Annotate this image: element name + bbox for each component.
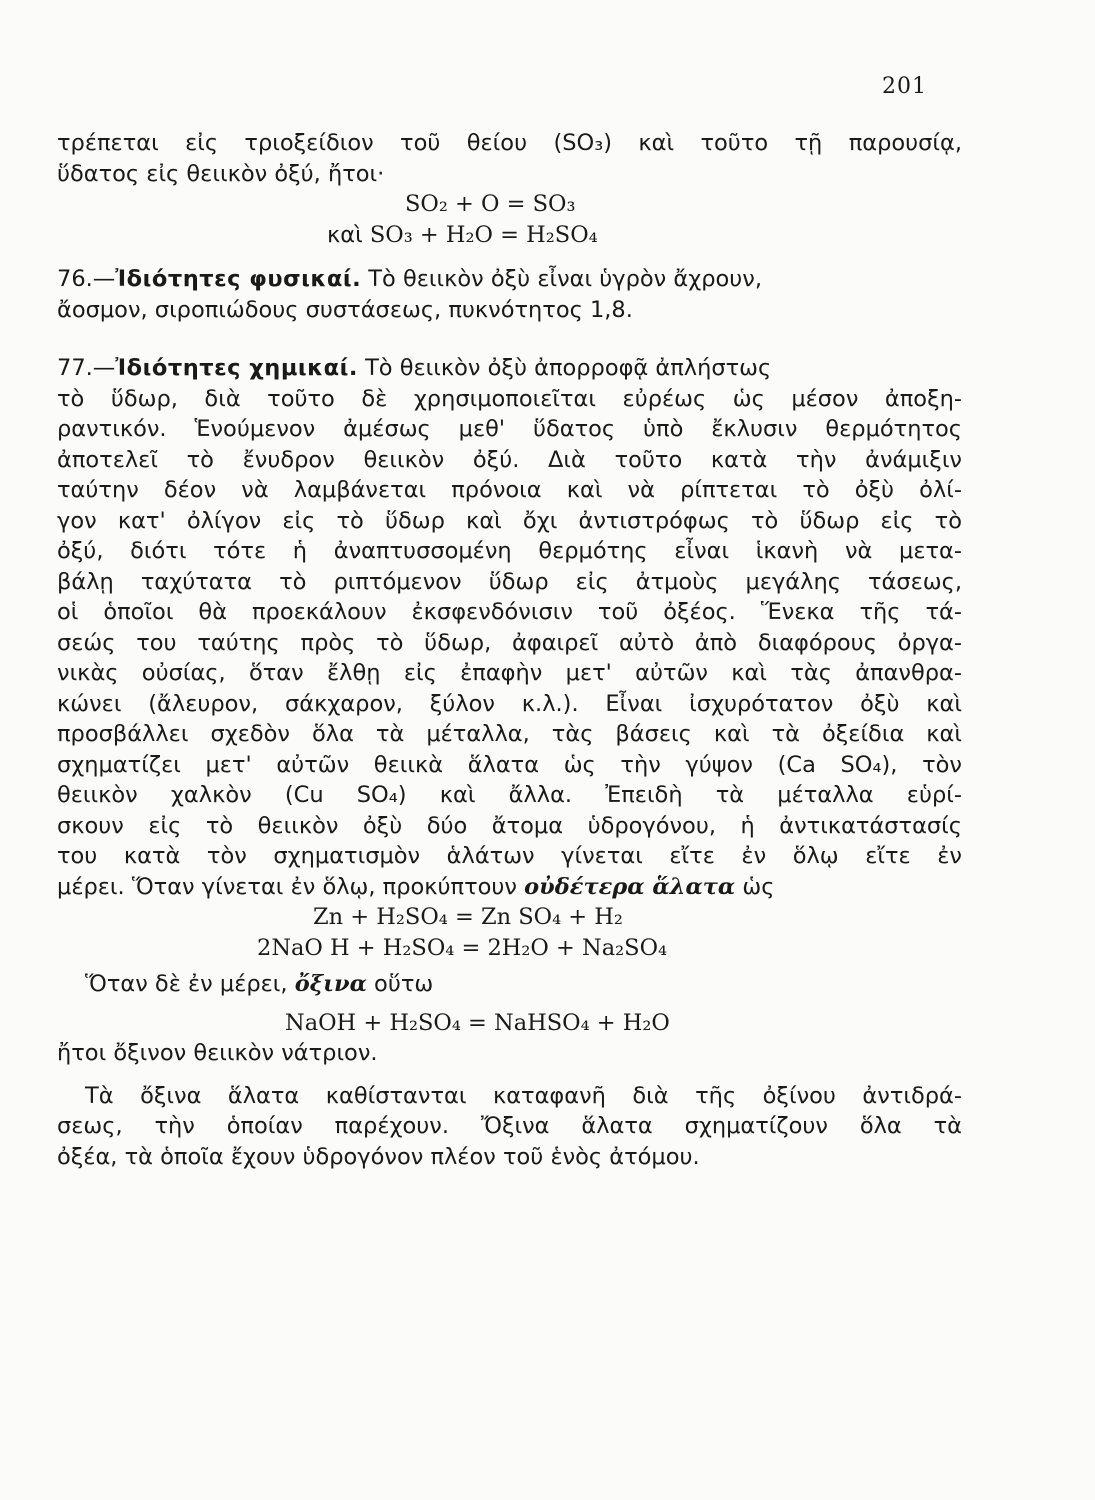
section-heading: Ἰδιότητες χημικαί.: [115, 355, 358, 381]
body-line: ὀξύ, διότι τότε ἡ ἀναπτυσσομένη θερμότης εἶναι ἱκανὴ νὰ μετα-: [57, 538, 962, 564]
acid-salts-line: [57, 969, 962, 1000]
equation-so3-hydration-line: [57, 220, 962, 251]
section-text: Τὸ θειικὸν ὀξὺ ἀπορροφᾷ ἀπλήστως: [365, 355, 772, 381]
body-line: ραντικόν. Ἑνούμενον ἀμέσως μεθ' ὕδατος ὑπὸ ἔκλυσιν θερμότητος: [57, 416, 962, 442]
intro-line-2: ὕδατος εἰς θειικὸν ὀξύ, ἤτοι·: [57, 160, 385, 187]
term-acid: ὄξινα: [294, 971, 367, 997]
body-line: ἀποτελεῖ τὸ ἔνυδρον θειικὸν ὀξύ. Διὰ τοῦτο κατὰ τὴν ἀνάμιξιν: [57, 446, 962, 473]
section-heading: Ἰδιότητες φυσικαί.: [115, 266, 362, 292]
page-content: [57, 128, 962, 1172]
section-76-line-2: ἄοσμον, σιροπιώδους συστάσεως, πυκνότητος 1,8.: [57, 296, 633, 323]
equation-zinc: Zn + H₂SO₄ = Zn SO₄ + H₂: [313, 904, 623, 930]
equation-so2-oxidation: SO₂ + O = SO₃: [405, 191, 576, 217]
equation-sodium-bisulfate: NaOH + H₂SO₄ = NaHSO₄ + H₂O: [285, 1009, 670, 1036]
closing-line: σεως, τὴν ὁποίαν παρέχουν. Ὄξινα ἅλατα σχηματίζουν ὅλα τὰ: [57, 1113, 962, 1139]
neutral-salts-line: [57, 872, 962, 903]
body-line: γον κατ' ὀλίγον εἰς τὸ ὕδωρ καὶ ὄχι ἀντιστρόφως τὸ ὕδωρ εἰς τὸ: [57, 507, 962, 534]
body-line: προσβάλλει σχεδὸν ὅλα τὰ μέταλλα, τὰς βάσεις καὶ τὰ ὀξείδια καὶ: [57, 721, 962, 747]
body-text: οὕτω: [374, 971, 434, 997]
section-76-heading-line: [57, 264, 962, 295]
body-line: βάλῃ ταχύτατα τὸ ριπτόμενον ὕδωρ εἰς ἀτμοὺς μεγάλης τάσεως,: [57, 568, 962, 595]
section-text: Τὸ θειικὸν ὀξὺ εἶναι ὑγρὸν ἄχρουν,: [368, 266, 763, 292]
body-line: νικὰς οὐσίας, ὅταν ἔλθῃ εἰς ἐπαφὴν μετ' αὐτῶν καὶ τὰς ἀπανθρα-: [57, 660, 962, 686]
body-line: ταύτην δέον νὰ λαμβάνεται πρόνοια καὶ νὰ ρίπτεται τὸ ὀξὺ ὀλί-: [57, 477, 962, 503]
section-number: 76.—: [57, 266, 116, 292]
intro-line-1: τρέπεται εἰς τριοξείδιον τοῦ θείου (SO₃) καὶ τοῦτο τῇ παρουσίᾳ,: [57, 130, 962, 156]
body-line: σεώς του ταύτης πρὸς τὸ ὕδωρ, ἀφαιρεῖ αὐτὸ ἀπὸ διαφόρους ὀργα-: [57, 629, 962, 656]
equation-sodium-hydroxide: 2NaO H + H₂SO₄ = 2H₂O + Na₂SO₄: [257, 934, 668, 961]
section-number: 77.—: [57, 355, 116, 381]
body-line: του κατὰ τὸν σχηματισμὸν ἁλάτων γίνεται εἴτε ἐν ὅλῳ εἴτε ἐν: [57, 843, 962, 869]
body-line: κώνει (ἄλευρον, σάκχαρον, ξύλον κ.λ.). Εἶναι ἰσχυρότατον ὀξὺ καὶ: [57, 690, 962, 717]
body-line: σχηματίζει μετ' αὐτῶν θειικὰ ἅλατα ὡς τὴν γύψον (Ca SO₄), τὸν: [57, 751, 962, 778]
acid-result-line: ἤτοι ὄξινον θειικὸν νάτριον.: [57, 1040, 378, 1066]
page-number: 201: [882, 74, 927, 99]
term-neutral-salts: οὐδέτερα ἅλατα: [524, 873, 736, 900]
body-text: μέρει. Ὅταν γίνεται ἐν ὅλῳ, προκύπτουν: [57, 873, 517, 900]
body-text: Ὅταν δὲ ἐν μέρει,: [85, 971, 288, 997]
body-text: ὡς: [742, 873, 775, 900]
closing-line: Τὰ ὄξινα ἅλατα καθίστανται καταφανῆ διὰ τῆς ὀξίνου ἀντιδρά-: [85, 1082, 962, 1109]
equation-so3-hydration: SO₃ + H₂O = H₂SO₄: [369, 221, 598, 248]
section-77-heading-line: [57, 353, 962, 384]
body-line: σκουν εἰς τὸ θειικὸν ὀξὺ δύο ἄτομα ὑδρογόνου, ἡ ἀντικατάστασίς: [57, 812, 962, 839]
closing-line: ὀξέα, τὰ ὁποῖα ἔχουν ὑδρογόνον πλέον τοῦ ἑνὸς ἀτόμου.: [57, 1143, 700, 1170]
equation-prefix: καὶ: [327, 221, 363, 248]
body-line: τὸ ὕδωρ, διὰ τοῦτο δὲ χρησιμοποιεῖται εὐρέως ὡς μέσον ἀποξη-: [57, 385, 962, 412]
body-line: οἱ ὁποῖοι θὰ προεκάλουν ἐκσφενδόνισιν τοῦ ὀξέος. Ἕνεκα τῆς τά-: [57, 599, 962, 625]
body-line: θειικὸν χαλκὸν (Cu SO₄) καὶ ἄλλα. Ἐπειδὴ τὰ μέταλλα εὑρί-: [57, 782, 962, 808]
